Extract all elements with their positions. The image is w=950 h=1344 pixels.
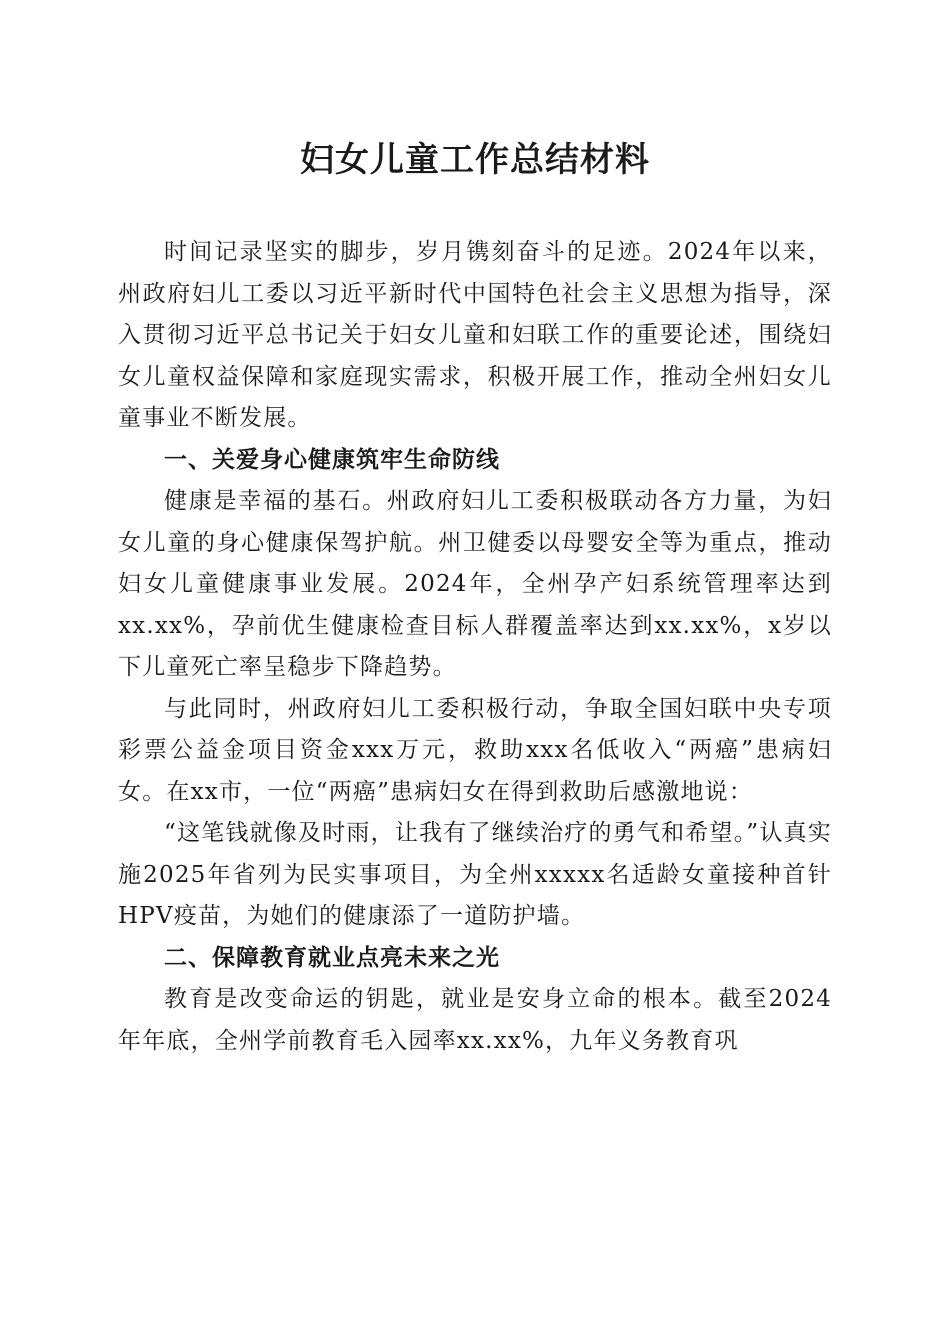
document-body	[118, 232, 832, 1062]
body-paragraph: 与此同时，州政府妇儿工委积极行动，争取全国妇联中央专项彩票公益金项目资金xxx万元，救助xxx名低收入“两癌”患病妇女。在xx市，一位“两癌”患病妇女在得到救助后感激地说：	[118, 695, 832, 805]
body-paragraph: 健康是幸福的基石。州政府妇儿工委积极联动各方力量，为妇女儿童的身心健康保驾护航。州卫健委以母婴安全等为重点，推动妇女儿童健康事业发展。2024年，全州孕产妇系统管理率达到xx.xx%，孕前优生健康检查目标人群覆盖率达到xx.xx%，x岁以下儿童死亡率呈稳步下降趋势。	[118, 488, 832, 680]
body-paragraph: 教育是改变命运的钥匙，就业是安身立命的根本。截至2024年年底，全州学前教育毛入园率xx.xx%，九年义务教育巩	[118, 986, 832, 1054]
section-heading-2: 二、保障教育就业点亮未来之光	[164, 944, 500, 971]
section-heading-1: 一、关爱身心健康筑牢生命防线	[164, 446, 500, 473]
intro-paragraph: 时间记录坚实的脚步，岁月镌刻奋斗的足迹。2024年以来，州政府妇儿工委以习近平新时代中国特色社会主义思想为指导，深入贯彻习近平总书记关于妇女儿童和妇联工作的重要论述，围绕妇女儿童权益保障和家庭现实需求，积极开展工作，推动全州妇女儿童事业不断发展。	[118, 239, 832, 431]
document-title: 妇女儿童工作总结材料	[300, 140, 650, 180]
quote-paragraph: “这笔钱就像及时雨，让我有了继续治疗的勇气和希望。”认真实施2025年省列为民实事项目，为全州xxxxx名适龄女童接种首针HPV疫苗，为她们的健康添了一道防护墙。	[118, 820, 832, 929]
